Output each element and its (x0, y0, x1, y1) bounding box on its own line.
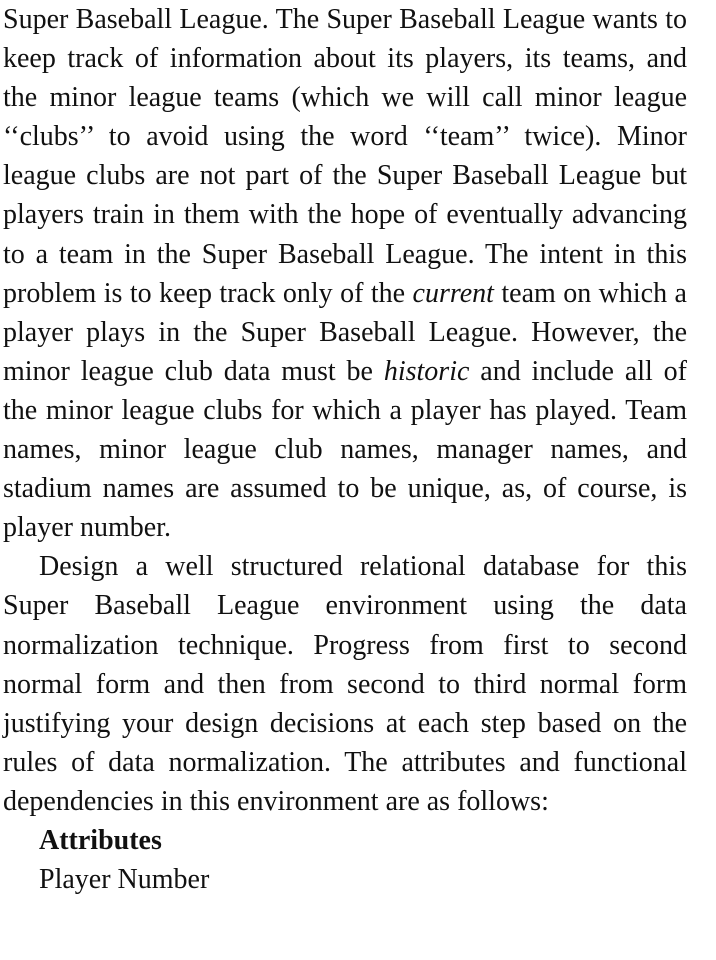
paragraph-text: Super Baseball League. The Super Baseball League wants to keep track of information about its players, its teams, and the minor league teams (which we will call minor league ‘‘clubs’’ to avoid using the word ‘‘team’’ twice). Minor league clubs are not part of the Super Baseball League but players train in them with the hope of eventually advancing to a team in the Super Baseball League. The intent in this problem is to keep track only of the (3, 4, 687, 309)
problem-description-paragraph (3, 0, 687, 547)
task-instructions-paragraph: Design a well structured relational database for this Super Baseball League environment using the data normalization technique. Progress from first to second normal form and then from second to third normal form justifying your design decisions at each step based on the rules of data normalization. The attributes and functional dependencies in this environment are as follows: (3, 551, 687, 817)
attributes-heading: Attributes (39, 824, 162, 856)
paragraph-text: team on which a player plays in the Super Baseball League. However, the minor league club data must be (3, 277, 687, 387)
emphasis-current: current (412, 277, 494, 309)
emphasis-historic: historic (383, 355, 470, 387)
document-page (3, 0, 687, 899)
paragraph-text: and include all of the minor league clubs for which a player has played. Team names, minor league club names, manager names, and stadium names are assumed to be unique, as, of course, is player number. (3, 355, 688, 544)
attribute-item: Player Number (39, 864, 210, 896)
